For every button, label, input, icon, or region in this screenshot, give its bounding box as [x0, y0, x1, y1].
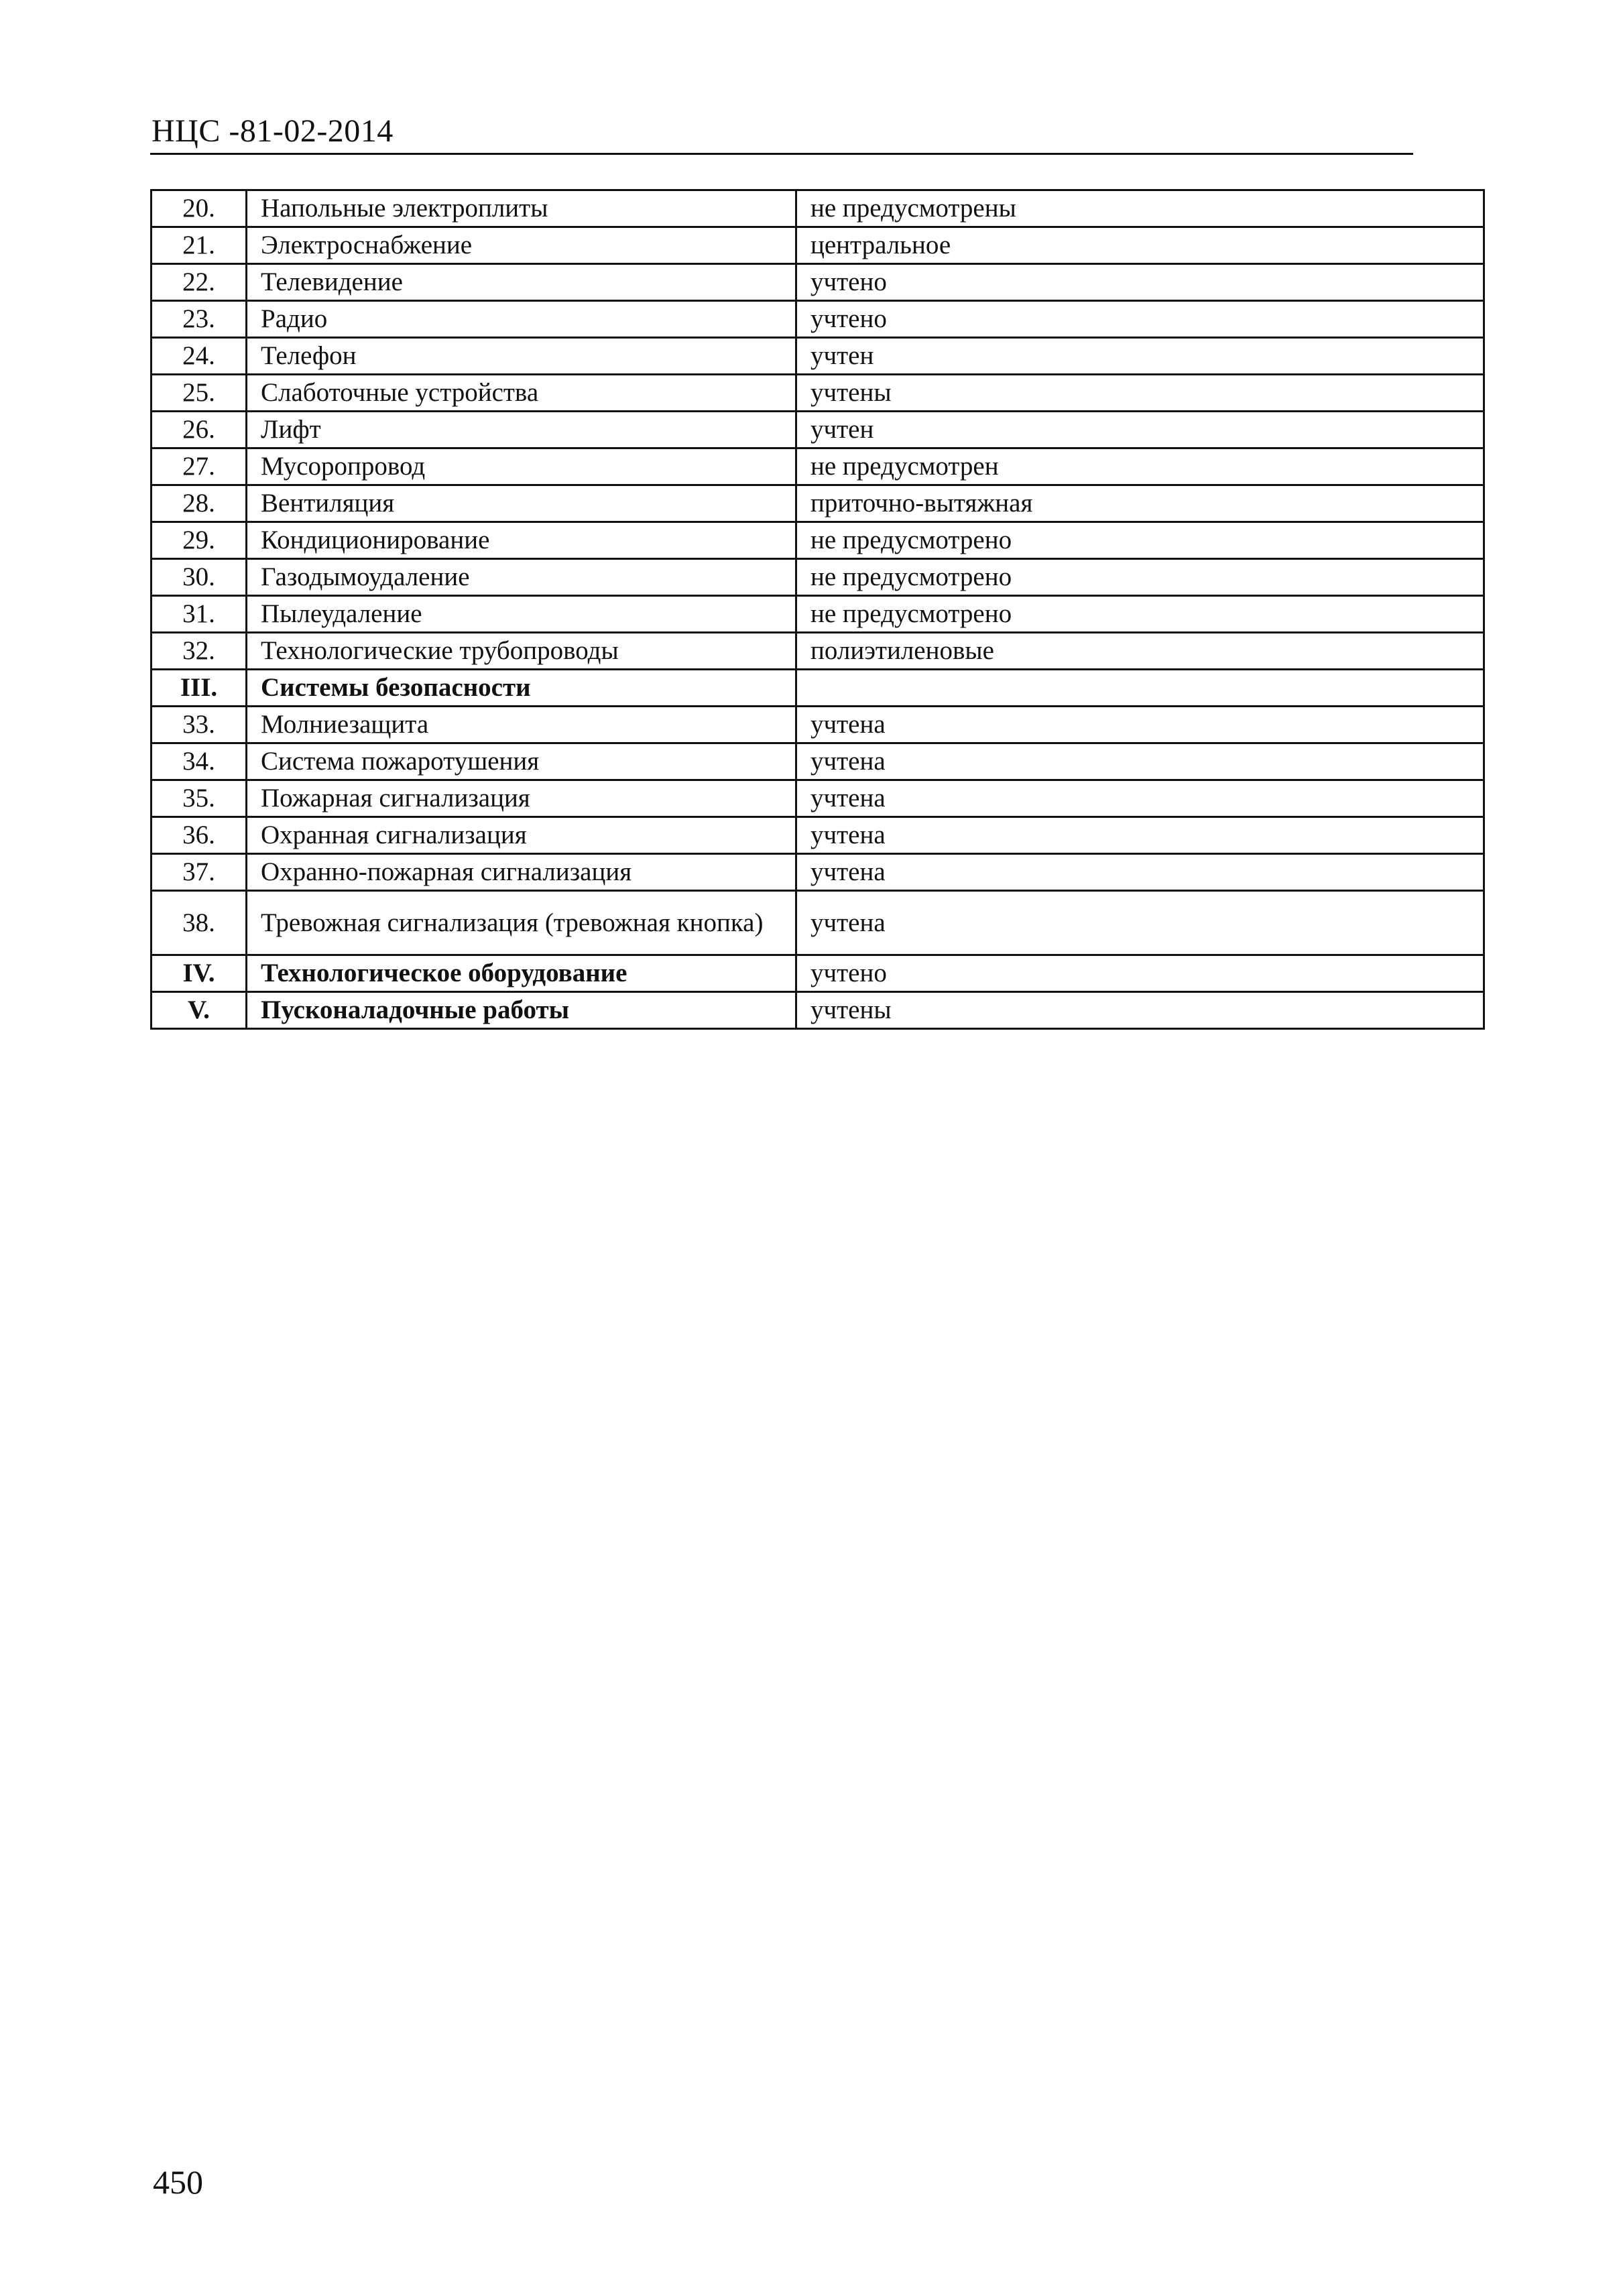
- page-number: 450: [153, 2163, 203, 2201]
- section-row: [152, 955, 1484, 992]
- row-number: 23.: [152, 301, 247, 338]
- row-number: 26.: [152, 412, 247, 448]
- row-value: приточно-вытяжная: [796, 485, 1484, 522]
- section-value: [796, 670, 1484, 707]
- row-number: 29.: [152, 522, 247, 559]
- page-header: [150, 107, 1413, 155]
- section-row: [152, 670, 1484, 707]
- row-value: учтен: [796, 338, 1484, 375]
- row-name: Система пожаротушения: [247, 743, 796, 780]
- row-number: 28.: [152, 485, 247, 522]
- row-name: Слаботочные устройства: [247, 375, 796, 412]
- table-row: [152, 227, 1484, 264]
- table-row: [152, 559, 1484, 596]
- table-row: [152, 412, 1484, 448]
- row-number: 37.: [152, 854, 247, 891]
- row-number: 21.: [152, 227, 247, 264]
- section-number: V.: [152, 992, 247, 1029]
- row-number: 36.: [152, 817, 247, 854]
- section-value: учтены: [796, 992, 1484, 1029]
- row-value: учтена: [796, 891, 1484, 955]
- row-value: учтен: [796, 412, 1484, 448]
- row-value: не предусмотрено: [796, 596, 1484, 633]
- row-name: Охранная сигнализация: [247, 817, 796, 854]
- row-name: Телефон: [247, 338, 796, 375]
- row-number: 38.: [152, 891, 247, 955]
- row-name: Кондиционирование: [247, 522, 796, 559]
- table-row: [152, 633, 1484, 670]
- row-number: 22.: [152, 264, 247, 301]
- row-value: не предусмотрены: [796, 190, 1484, 227]
- row-value: не предусмотрено: [796, 522, 1484, 559]
- row-value: учтена: [796, 743, 1484, 780]
- table-row: [152, 817, 1484, 854]
- row-name: Пожарная сигнализация: [247, 780, 796, 817]
- section-row: [152, 992, 1484, 1029]
- table-row: [152, 264, 1484, 301]
- row-value: учтена: [796, 854, 1484, 891]
- row-value: учтено: [796, 264, 1484, 301]
- row-number: 31.: [152, 596, 247, 633]
- table-row: [152, 190, 1484, 227]
- section-title: Пусконаладочные работы: [247, 992, 796, 1029]
- row-value: учтены: [796, 375, 1484, 412]
- row-name: Телевидение: [247, 264, 796, 301]
- section-title: Технологическое оборудование: [247, 955, 796, 992]
- row-number: 34.: [152, 743, 247, 780]
- row-value: не предусмотрен: [796, 448, 1484, 485]
- row-value: учтена: [796, 707, 1484, 743]
- specification-table: [150, 189, 1485, 1030]
- table-row: [152, 596, 1484, 633]
- row-name: Вентиляция: [247, 485, 796, 522]
- row-value: полиэтиленовые: [796, 633, 1484, 670]
- row-name: Тревожная сигнализация (тревожная кнопка): [247, 891, 796, 955]
- table-row: [152, 448, 1484, 485]
- row-value: учтено: [796, 301, 1484, 338]
- section-title: Системы безопасности: [247, 670, 796, 707]
- row-value: не предусмотрено: [796, 559, 1484, 596]
- row-number: 25.: [152, 375, 247, 412]
- row-name: Молниезащита: [247, 707, 796, 743]
- row-number: 32.: [152, 633, 247, 670]
- row-name: Лифт: [247, 412, 796, 448]
- row-number: 24.: [152, 338, 247, 375]
- row-name: Пылеудаление: [247, 596, 796, 633]
- table-row: [152, 375, 1484, 412]
- row-name: Электроснабжение: [247, 227, 796, 264]
- table-row: [152, 743, 1484, 780]
- row-value: центральное: [796, 227, 1484, 264]
- table-row: [152, 522, 1484, 559]
- row-name: Газодымоудаление: [247, 559, 796, 596]
- table-row: [152, 485, 1484, 522]
- document-code: НЦС -81-02-2014: [152, 113, 394, 149]
- row-name: Охранно-пожарная сигнализация: [247, 854, 796, 891]
- row-number: 20.: [152, 190, 247, 227]
- row-value: учтена: [796, 780, 1484, 817]
- table-row: [152, 707, 1484, 743]
- section-value: учтено: [796, 955, 1484, 992]
- row-number: 33.: [152, 707, 247, 743]
- row-name: Радио: [247, 301, 796, 338]
- section-number: III.: [152, 670, 247, 707]
- section-number: IV.: [152, 955, 247, 992]
- row-number: 35.: [152, 780, 247, 817]
- table-row: [152, 780, 1484, 817]
- table-row: [152, 854, 1484, 891]
- row-value: учтена: [796, 817, 1484, 854]
- row-name: Технологические трубопроводы: [247, 633, 796, 670]
- row-name: Напольные электроплиты: [247, 190, 796, 227]
- row-number: 27.: [152, 448, 247, 485]
- table-row: [152, 891, 1484, 955]
- row-name: Мусоропровод: [247, 448, 796, 485]
- row-number: 30.: [152, 559, 247, 596]
- table-row: [152, 301, 1484, 338]
- table-row: [152, 338, 1484, 375]
